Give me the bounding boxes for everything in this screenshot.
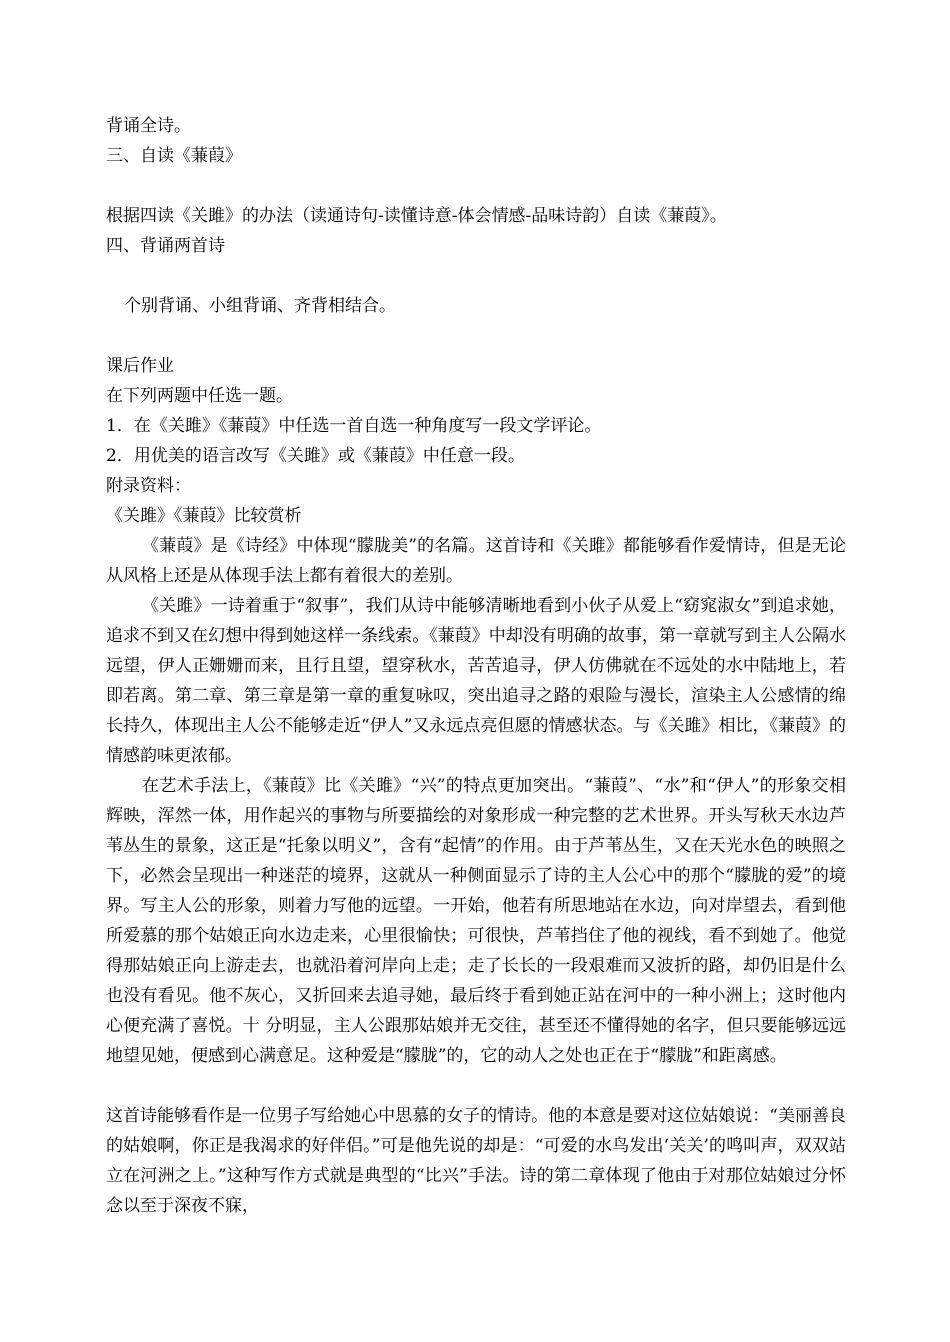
appendix-paragraph-1: 《蒹葭》是《诗经》中体现“朦胧美”的名篇。这首诗和《关雎》都能够看作爱情诗，但是无论从风格上还是从体现手法上都有着很大的差别。 xyxy=(106,536,846,586)
homework-item-2: 2．用优美的语言改写《关雎》或《蒹葭》中任意一段。 xyxy=(106,446,525,466)
spacer xyxy=(106,261,846,291)
homework-item-1: 1．在《关雎》《蒹葭》中任选一首自选一种角度写一段文学评论。 xyxy=(106,416,602,436)
text-line-method: 根据四读《关雎》的办法（读通诗句-读懂诗意-体会情感-品味诗韵）自读《蒹葭》。 xyxy=(106,206,727,226)
appendix-paragraph-2: 《关雎》一诗着重于“叙事”，我们从诗中能够清晰地看到小伙子从爱上“窈窕淑女”到追求她，追求不到又在幻想中得到她这样一条线索。《蒹葭》中却没有明确的故事，第一章就写到主人公隔水远望，伊人正姗姗而来，且行且望，望穿秋水，苦苦追寻，伊人仿佛就在不远处的水中陆地上，若即若离。第二章、第三章是第一章的重复咏叹，突出追寻之路的艰险与漫长，渲染主人公感情的绵长持久，体现出主人公不能够走近“伊人”又永远点亮但愿的情感状态。与《关雎》相比，《蒹葭》的情感韵味更浓郁。 xyxy=(106,596,846,766)
homework-instruction: 在下列两题中任选一题。 xyxy=(106,386,293,406)
text-line-recite-method: 个别背诵、小组背诵、齐背相结合。 xyxy=(124,296,396,316)
homework-title: 课后作业 xyxy=(106,356,174,376)
spacer xyxy=(106,1071,846,1101)
text-line-recite-all: 背诵全诗。 xyxy=(106,116,191,136)
section-3-title: 三、自读《蒹葭》 xyxy=(106,146,242,166)
appendix-paragraph-3: 在艺术手法上，《蒹葭》比《关雎》“兴”的特点更加突出。“蒹葭”、“水”和“伊人”的形象交相辉映，浑然一体，用作起兴的事物与所要描绘的对象形成一种完整的艺术世界。开头写秋天水边芦苇丛生的景象，这正是“托象以明义”，含有“起情”的作用。由于芦苇丛生，又在天光水色的映照之下，必然会呈现出一种迷茫的境界，这就从一种侧面显示了诗的主人公心中的那个“朦胧的爱”的境界。写主人公的形象，则着力写他的远望。一开始，他若有所思地站在水边，向对岸望去，看到他所爱慕的那个姑娘正向水边走来，心里很愉快；可很快，芦苇挡住了他的视线，看不到她了。他觉得那姑娘正向上游走去，也就沿着河岸向上走；走了长长的一段艰难而又波折的路，却仍旧是什么也没有看见。他不灰心，又折回来去追寻她，最后终于看到她正站在河中的一种小洲上；这时他内心便充满了喜悦。十 分明显，主人公跟那姑娘并无交往，甚至还不懂得她的名字，但只要能够远远地望见她，便感到心满意足。这种爱是“朦胧”的，它的动人之处也正在于“朦胧”和距离感。 xyxy=(106,776,846,1066)
appendix-title: 附录资料： xyxy=(106,476,191,496)
appendix-subtitle: 《关雎》《蒹葭》比较赏析 xyxy=(106,506,302,526)
section-4-title: 四、背诵两首诗 xyxy=(106,236,225,256)
appendix-paragraph-4: 这首诗能够看作是一位男子写给她心中思慕的女子的情诗。他的本意是要对这位姑娘说：“美丽善良的姑娘啊，你正是我渴求的好伴侣。”可是他先说的却是：“可爱的水鸟发出‘关关’的鸣叫声，双双站立在河洲之上。”这种写作方式就是典型的“比兴”手法。诗的第二章体现了他由于对那位姑娘过分怀念以至于深夜不寐， xyxy=(106,1106,847,1216)
spacer xyxy=(106,321,846,351)
spacer xyxy=(106,171,846,201)
document-page xyxy=(106,111,846,1221)
